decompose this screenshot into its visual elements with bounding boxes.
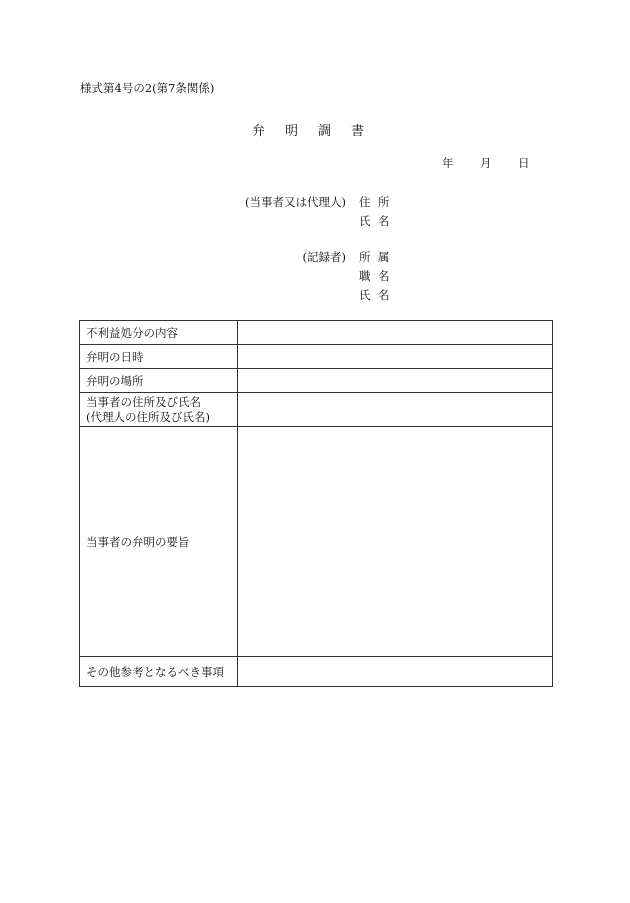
recorder-affiliation-label [359, 249, 397, 265]
row-value-datetime[interactable] [238, 345, 553, 369]
table-row [80, 657, 553, 687]
title-char-3: 調 [318, 124, 332, 139]
party-address-label [359, 194, 397, 210]
date-year: 年 [442, 156, 454, 170]
party-label: (当事者又は代理人) [245, 195, 346, 209]
row-label-address-name-line2: (代理人の住所及び氏名) [86, 409, 210, 424]
date-line [442, 155, 556, 171]
form-table [79, 320, 553, 687]
recorder-affiliation-char-2: 属 [378, 250, 390, 264]
form-number: 様式第4号の2(第7条関係) [80, 81, 215, 95]
row-label-address-name [80, 393, 238, 427]
table-row [80, 345, 553, 369]
party-name-label [359, 213, 397, 229]
recorder-position-char-1: 職 [359, 269, 371, 283]
recorder-name-label [359, 287, 397, 303]
title-char-1: 弁 [252, 124, 266, 139]
date-day: 日 [518, 156, 530, 170]
document-title [252, 120, 384, 139]
row-label-disposition: 不利益処分の内容 [80, 321, 238, 345]
recorder-affiliation-char-1: 所 [359, 250, 371, 264]
row-label-datetime: 弁明の日時 [80, 345, 238, 369]
row-value-disposition[interactable] [238, 321, 553, 345]
table-row [80, 393, 553, 427]
row-label-address-name-line1: 当事者の住所及び氏名 [86, 394, 201, 409]
table-row [80, 321, 553, 345]
party-address-char-1: 住 [359, 195, 371, 209]
recorder-position-char-2: 名 [378, 269, 390, 283]
row-value-address-name[interactable] [238, 393, 553, 427]
party-name-char-2: 名 [378, 214, 390, 228]
recorder-name-char-2: 名 [378, 288, 390, 302]
table-row [80, 369, 553, 393]
recorder-name-char-1: 氏 [359, 288, 371, 302]
row-value-place[interactable] [238, 369, 553, 393]
row-label-place: 弁明の場所 [80, 369, 238, 393]
title-char-4: 書 [351, 124, 365, 139]
recorder-position-label [359, 268, 397, 284]
party-address-char-2: 所 [378, 195, 390, 209]
title-char-2: 明 [285, 124, 299, 139]
recorder-label: (記録者) [302, 250, 346, 264]
table-row [80, 427, 553, 657]
row-value-summary[interactable] [238, 427, 553, 657]
party-name-char-1: 氏 [359, 214, 371, 228]
row-value-other[interactable] [238, 657, 553, 687]
row-label-summary: 当事者の弁明の要旨 [80, 427, 238, 657]
row-label-other: その他参考となるべき事項 [80, 657, 238, 687]
date-month: 月 [480, 156, 492, 170]
